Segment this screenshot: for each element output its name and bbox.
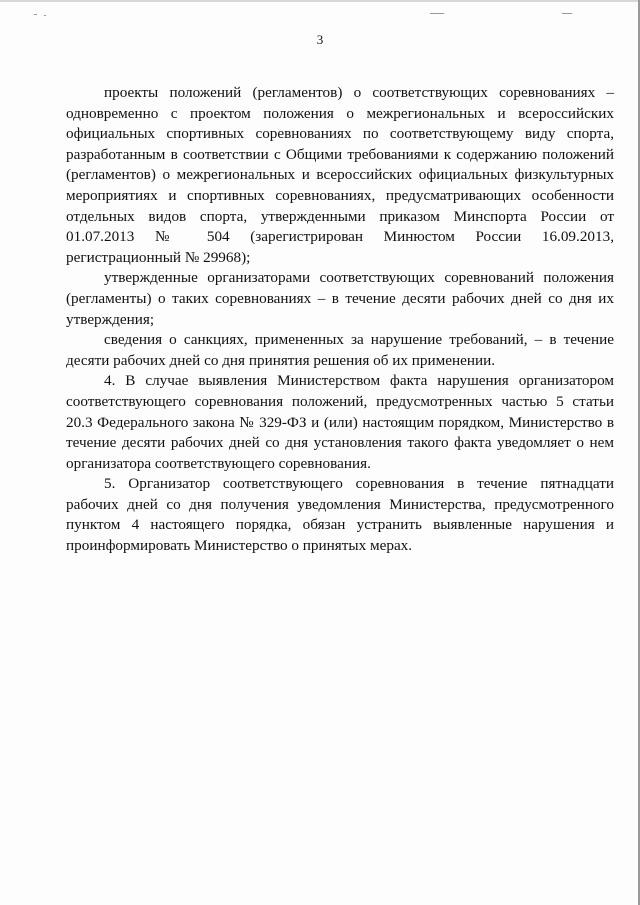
paragraph-item-4: 4. В случае выявления Министерством факта нарушения организатором соответствующего соревнования положений, предусмотренных частью 5 статьи 20.3 Федерального закона № 329-ФЗ и (или) настоящим порядком, Министерство в течение десяти рабочих дней со дня установления такого факта уведомляет о нем организатора соответствующего соревнования. — [66, 372, 614, 472]
paragraph-sanctions-info: сведения о санкциях, примененных за нарушение требований, – в течение десяти рабочих дней со дня принятия решения об их применении. — [66, 331, 614, 369]
paragraph-approved-regulations: утвержденные организаторами соответствующих соревнований положения (регламенты) о таких соревнованиях – в течение десяти рабочих дней со дня их утверждения; — [66, 269, 614, 328]
scan-speck — [34, 14, 37, 15]
document-body — [66, 83, 614, 557]
scan-speck — [44, 15, 46, 16]
scan-edge-top — [0, 0, 640, 2]
page-number: 3 — [316, 32, 324, 47]
scan-speck — [562, 13, 572, 14]
paragraph-drafts-regulations: проекты положений (регламентов) о соответствующих соревнованиях – одновременно с проектом положения о межрегиональных и всероссийских официальных спортивных соревнованиях по соответствующему виду спорта, разработанным в соответствии с Общими требованиями к содержанию положений (регламентов) о межрегиональных и всероссийских официальных физкультурных мероприятиях и спортивных соревнованиях, предусматривающих особенности отдельных видов спорта, утвержденными приказом Минспорта России от 01.07.2013 № 504 (зарегистрирован Минюстом России 16.09.2013, регистрационный № 29968); — [66, 84, 614, 266]
paragraph-item-5: 5. Организатор соответствующего соревнования в течение пятнадцати рабочих дней со дня получения уведомления Министерства, предусмотренного пунктом 4 настоящего порядка, обязан устранить выявленные нарушения и проинформировать Министерство о принятых мерах. — [66, 475, 614, 555]
scan-speck — [430, 13, 444, 14]
